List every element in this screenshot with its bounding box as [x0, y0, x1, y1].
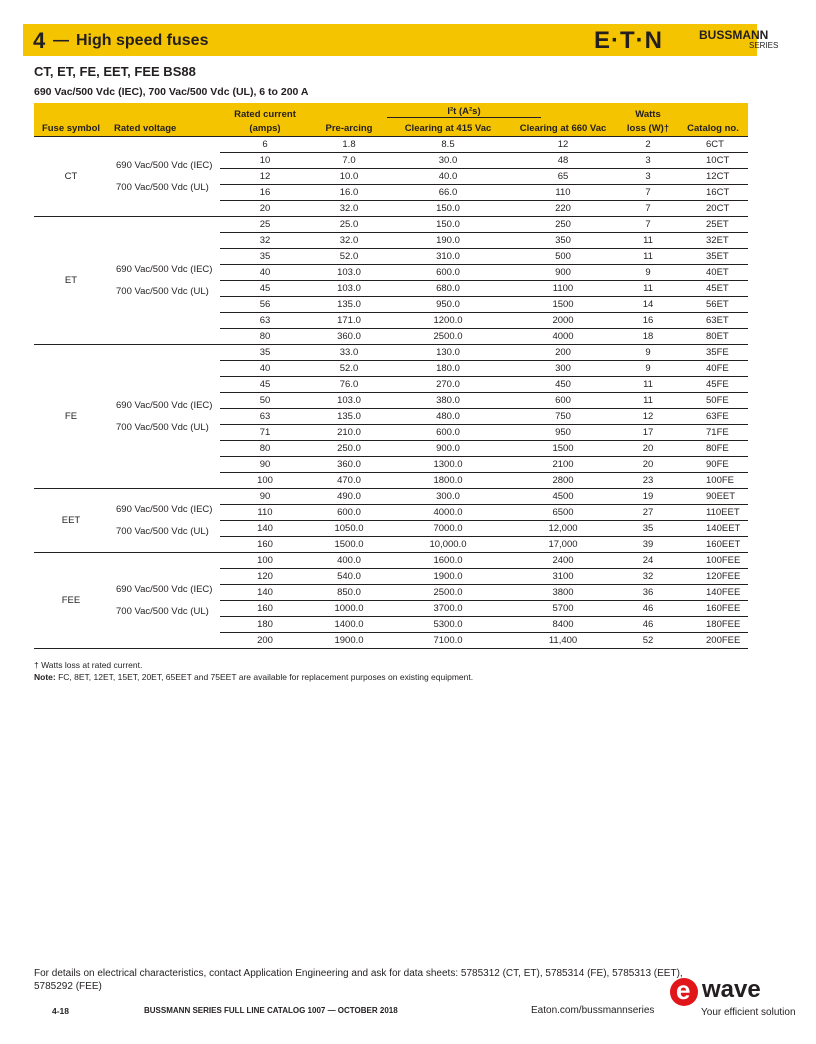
clearing-415-cell: 130.0	[388, 345, 508, 361]
clearing-660-cell: 450	[508, 377, 618, 393]
clearing-660-cell: 8400	[508, 617, 618, 633]
pre-arcing-cell: 400.0	[310, 553, 388, 569]
ewave-logo-word: wave	[702, 976, 761, 1003]
voltage-iec: 690 Vac/500 Vdc (IEC)	[116, 159, 213, 171]
pre-arcing-cell: 1050.0	[310, 521, 388, 537]
catalog-no-cell: 140FEE	[678, 585, 748, 601]
clearing-660-cell: 950	[508, 425, 618, 441]
clearing-415-cell: 900.0	[388, 441, 508, 457]
rated-voltage-cell	[108, 137, 220, 217]
clearing-660-cell: 1100	[508, 281, 618, 297]
pre-arcing-cell: 10.0	[310, 169, 388, 185]
catalog-no-cell: 10CT	[678, 153, 748, 169]
catalog-no-cell: 110EET	[678, 505, 748, 521]
clearing-660-header: Clearing at 660 Vac	[508, 120, 618, 137]
watts-loss-cell: 3	[618, 169, 678, 185]
watts-loss-cell: 17	[618, 425, 678, 441]
catalog-no-cell: 63ET	[678, 313, 748, 329]
eaton-logo: E·T·N	[594, 27, 663, 54]
fuse-symbol-cell: CT	[34, 137, 108, 217]
footnote-dagger: † Watts loss at rated current.	[34, 660, 143, 670]
bussmann-logo: BUSSMANN	[699, 28, 769, 42]
rated-current-cell: 120	[220, 569, 310, 585]
pre-arcing-cell: 52.0	[310, 249, 388, 265]
product-title: CT, ET, FE, EET, FEE BS88	[34, 64, 196, 79]
clearing-415-cell: 150.0	[388, 201, 508, 217]
rated-current-cell: 56	[220, 297, 310, 313]
fuse-spec-table	[34, 103, 748, 649]
chapter-dash: —	[53, 32, 69, 49]
clearing-415-cell: 310.0	[388, 249, 508, 265]
clearing-415-cell: 40.0	[388, 169, 508, 185]
clearing-415-cell: 1200.0	[388, 313, 508, 329]
catalog-no-cell: 120FEE	[678, 569, 748, 585]
clearing-415-cell: 5300.0	[388, 617, 508, 633]
i2t-group-header	[310, 103, 618, 120]
catalog-no-cell: 35ET	[678, 249, 748, 265]
pre-arcing-cell: 16.0	[310, 185, 388, 201]
watts-loss-cell: 23	[618, 473, 678, 489]
catalog-no-header: Catalog no.	[678, 120, 748, 137]
voltage-ul: 700 Vac/500 Vdc (UL)	[116, 421, 209, 433]
clearing-415-cell: 66.0	[388, 185, 508, 201]
clearing-660-cell: 6500	[508, 505, 618, 521]
table-row	[34, 137, 748, 153]
pre-arcing-cell: 33.0	[310, 345, 388, 361]
clearing-415-cell: 1800.0	[388, 473, 508, 489]
catalog-no-cell: 200FEE	[678, 633, 748, 649]
clearing-660-cell: 750	[508, 409, 618, 425]
clearing-660-cell: 3800	[508, 585, 618, 601]
pre-arcing-cell: 1000.0	[310, 601, 388, 617]
rated-current-cell: 80	[220, 441, 310, 457]
clearing-660-cell: 65	[508, 169, 618, 185]
clearing-660-cell: 3100	[508, 569, 618, 585]
watts-loss-cell: 16	[618, 313, 678, 329]
pre-arcing-cell: 210.0	[310, 425, 388, 441]
header-row-top	[34, 103, 748, 120]
table-row	[34, 553, 748, 569]
watts-loss-cell: 36	[618, 585, 678, 601]
watts-loss-cell: 46	[618, 617, 678, 633]
catalog-no-cell: 160FEE	[678, 601, 748, 617]
pre-arcing-cell: 32.0	[310, 233, 388, 249]
clearing-415-cell: 10,000.0	[388, 537, 508, 553]
clearing-415-cell: 30.0	[388, 153, 508, 169]
catalog-no-cell: 100FE	[678, 473, 748, 489]
clearing-660-cell: 2400	[508, 553, 618, 569]
watts-loss-cell: 32	[618, 569, 678, 585]
catalog-no-cell: 180FEE	[678, 617, 748, 633]
fuse-symbol-header: Fuse symbol	[34, 120, 108, 137]
watts-loss-cell: 20	[618, 457, 678, 473]
catalog-no-cell: 32ET	[678, 233, 748, 249]
clearing-415-cell: 180.0	[388, 361, 508, 377]
note-text: FC, 8ET, 12ET, 15ET, 20ET, 65EET and 75EET are available for replacement purposes on existing equipment.	[55, 672, 474, 682]
clearing-660-cell: 300	[508, 361, 618, 377]
pre-arcing-cell: 135.0	[310, 297, 388, 313]
header-row-bottom	[34, 120, 748, 137]
voltage-ul: 700 Vac/500 Vdc (UL)	[116, 285, 209, 297]
table-row	[34, 489, 748, 505]
rated-current-cell: 140	[220, 521, 310, 537]
footnote-note	[34, 672, 473, 682]
clearing-660-cell: 12,000	[508, 521, 618, 537]
watts-loss-cell: 11	[618, 233, 678, 249]
catalog-no-cell: 50FE	[678, 393, 748, 409]
watts-header-bottom: loss (W)†	[618, 120, 678, 137]
clearing-415-cell: 1600.0	[388, 553, 508, 569]
clearing-415-cell: 600.0	[388, 265, 508, 281]
pre-arcing-cell: 171.0	[310, 313, 388, 329]
catalog-no-cell: 56ET	[678, 297, 748, 313]
fuse-symbol-cell: FEE	[34, 553, 108, 649]
product-rating-line: 690 Vac/500 Vdc (IEC), 700 Vac/500 Vdc (UL), 6 to 200 A	[34, 86, 309, 98]
rated-current-cell: 63	[220, 313, 310, 329]
pre-arcing-cell: 103.0	[310, 281, 388, 297]
rated-current-cell: 40	[220, 361, 310, 377]
watts-loss-cell: 27	[618, 505, 678, 521]
ewave-watermark	[670, 975, 810, 1022]
watts-loss-cell: 19	[618, 489, 678, 505]
pre-arcing-cell: 1.8	[310, 137, 388, 153]
clearing-415-cell: 680.0	[388, 281, 508, 297]
rated-current-cell: 100	[220, 553, 310, 569]
catalog-no-cell: 80FE	[678, 441, 748, 457]
voltage-ul: 700 Vac/500 Vdc (UL)	[116, 181, 209, 193]
clearing-415-cell: 4000.0	[388, 505, 508, 521]
catalog-no-cell: 63FE	[678, 409, 748, 425]
clearing-660-cell: 110	[508, 185, 618, 201]
watts-loss-cell: 18	[618, 329, 678, 345]
rated-current-cell: 180	[220, 617, 310, 633]
rated-current-cell: 160	[220, 537, 310, 553]
clearing-660-cell: 200	[508, 345, 618, 361]
clearing-415-cell: 480.0	[388, 409, 508, 425]
pre-arcing-cell: 32.0	[310, 201, 388, 217]
clearing-660-cell: 4000	[508, 329, 618, 345]
pre-arcing-cell: 540.0	[310, 569, 388, 585]
clearing-660-cell: 17,000	[508, 537, 618, 553]
pre-arcing-cell: 1500.0	[310, 537, 388, 553]
catalog-no-cell: 100FEE	[678, 553, 748, 569]
catalog-no-cell: 20CT	[678, 201, 748, 217]
page-number: 4-18	[52, 1006, 70, 1016]
rated-current-cell: 20	[220, 201, 310, 217]
rated-current-cell: 25	[220, 217, 310, 233]
clearing-660-cell: 600	[508, 393, 618, 409]
rated-current-cell: 45	[220, 281, 310, 297]
rated-current-cell: 200	[220, 633, 310, 649]
pre-arcing-cell: 25.0	[310, 217, 388, 233]
rated-current-cell: 80	[220, 329, 310, 345]
rated-current-cell: 35	[220, 345, 310, 361]
note-label: Note:	[34, 672, 56, 682]
pre-arcing-cell: 490.0	[310, 489, 388, 505]
pre-arcing-cell: 103.0	[310, 393, 388, 409]
pre-arcing-cell: 360.0	[310, 457, 388, 473]
clearing-415-cell: 7100.0	[388, 633, 508, 649]
watts-loss-cell: 11	[618, 393, 678, 409]
watts-loss-cell: 11	[618, 249, 678, 265]
rated-current-cell: 10	[220, 153, 310, 169]
rated-current-cell: 6	[220, 137, 310, 153]
rated-current-cell: 140	[220, 585, 310, 601]
clearing-415-cell: 300.0	[388, 489, 508, 505]
clearing-415-cell: 270.0	[388, 377, 508, 393]
pre-arcing-cell: 1400.0	[310, 617, 388, 633]
clearing-415-cell: 600.0	[388, 425, 508, 441]
clearing-415-cell: 3700.0	[388, 601, 508, 617]
rated-current-cell: 71	[220, 425, 310, 441]
pre-arcing-cell: 135.0	[310, 409, 388, 425]
rated-current-cell: 32	[220, 233, 310, 249]
voltage-iec: 690 Vac/500 Vdc (IEC)	[116, 583, 213, 595]
clearing-415-cell: 190.0	[388, 233, 508, 249]
watts-loss-cell: 52	[618, 633, 678, 649]
watts-loss-cell: 2	[618, 137, 678, 153]
rated-current-cell: 50	[220, 393, 310, 409]
watts-loss-cell: 11	[618, 281, 678, 297]
clearing-660-cell: 900	[508, 265, 618, 281]
pre-arcing-cell: 360.0	[310, 329, 388, 345]
section-title: High speed fuses	[76, 32, 209, 49]
rated-current-cell: 90	[220, 489, 310, 505]
clearing-660-cell: 1500	[508, 297, 618, 313]
watts-loss-cell: 46	[618, 601, 678, 617]
watts-loss-cell: 3	[618, 153, 678, 169]
watts-loss-cell: 9	[618, 361, 678, 377]
clearing-415-cell: 2500.0	[388, 329, 508, 345]
watts-loss-cell: 7	[618, 217, 678, 233]
pre-arcing-cell: 103.0	[310, 265, 388, 281]
clearing-415-cell: 950.0	[388, 297, 508, 313]
voltage-iec: 690 Vac/500 Vdc (IEC)	[116, 263, 213, 275]
catalog-no-cell: 12CT	[678, 169, 748, 185]
watts-loss-cell: 11	[618, 377, 678, 393]
catalog-no-cell: 45ET	[678, 281, 748, 297]
pre-arcing-cell: 1900.0	[310, 633, 388, 649]
rated-current-cell: 160	[220, 601, 310, 617]
pre-arcing-cell: 850.0	[310, 585, 388, 601]
fuse-symbol-cell: FE	[34, 345, 108, 489]
rated-voltage-cell	[108, 489, 220, 553]
pre-arcing-cell: 600.0	[310, 505, 388, 521]
watts-loss-cell: 24	[618, 553, 678, 569]
rated-current-cell: 35	[220, 249, 310, 265]
clearing-660-cell: 500	[508, 249, 618, 265]
clearing-415-header: Clearing at 415 Vac	[388, 120, 508, 137]
catalog-no-cell: 140EET	[678, 521, 748, 537]
catalog-no-cell: 90FE	[678, 457, 748, 473]
rated-current-cell: 110	[220, 505, 310, 521]
series-label: SERIES	[749, 41, 779, 50]
pre-arcing-cell: 52.0	[310, 361, 388, 377]
rated-current-cell: 12	[220, 169, 310, 185]
rated-current-cell: 40	[220, 265, 310, 281]
voltage-ul: 700 Vac/500 Vdc (UL)	[116, 525, 209, 537]
rated-voltage-cell	[108, 217, 220, 345]
catalog-no-cell: 71FE	[678, 425, 748, 441]
catalog-no-cell: 35FE	[678, 345, 748, 361]
table-row	[34, 345, 748, 361]
rated-current-cell: 45	[220, 377, 310, 393]
catalog-no-cell: 25ET	[678, 217, 748, 233]
watts-loss-cell: 35	[618, 521, 678, 537]
clearing-660-cell: 5700	[508, 601, 618, 617]
catalog-no-cell: 16CT	[678, 185, 748, 201]
rated-current-cell: 90	[220, 457, 310, 473]
rated-voltage-cell	[108, 553, 220, 649]
rated-current-header-top: Rated current	[220, 103, 310, 120]
watts-loss-cell: 9	[618, 265, 678, 281]
pre-arcing-cell: 76.0	[310, 377, 388, 393]
clearing-660-cell: 11,400	[508, 633, 618, 649]
rated-current-cell: 16	[220, 185, 310, 201]
website-link[interactable]: Eaton.com/bussmannseries	[531, 1005, 655, 1016]
watts-loss-cell: 12	[618, 409, 678, 425]
i2t-group-label: I²t (A²s)	[387, 106, 540, 118]
voltage-ul: 700 Vac/500 Vdc (UL)	[116, 605, 209, 617]
clearing-660-cell: 48	[508, 153, 618, 169]
watts-loss-cell: 9	[618, 345, 678, 361]
clearing-660-cell: 2800	[508, 473, 618, 489]
ewave-tagline: Your efficient solution	[701, 1007, 796, 1018]
fuse-symbol-cell: ET	[34, 217, 108, 345]
pre-arcing-cell: 470.0	[310, 473, 388, 489]
clearing-415-cell: 1900.0	[388, 569, 508, 585]
catalog-footer: BUSSMANN SERIES FULL LINE CATALOG 1007 — OCTOBER 2018	[144, 1006, 398, 1015]
clearing-415-cell: 7000.0	[388, 521, 508, 537]
voltage-iec: 690 Vac/500 Vdc (IEC)	[116, 399, 213, 411]
watts-loss-cell: 7	[618, 185, 678, 201]
fuse-spec-body	[34, 137, 748, 649]
table-row	[34, 217, 748, 233]
clearing-660-cell: 220	[508, 201, 618, 217]
clearing-415-cell: 380.0	[388, 393, 508, 409]
catalog-no-cell: 90EET	[678, 489, 748, 505]
rated-voltage-cell	[108, 345, 220, 489]
rated-current-cell: 100	[220, 473, 310, 489]
rated-current-header-bottom: (amps)	[220, 120, 310, 137]
clearing-660-cell: 4500	[508, 489, 618, 505]
watts-loss-cell: 39	[618, 537, 678, 553]
catalog-no-cell: 45FE	[678, 377, 748, 393]
fuse-symbol-cell: EET	[34, 489, 108, 553]
clearing-415-cell: 1300.0	[388, 457, 508, 473]
watts-header-top: Watts	[618, 103, 678, 120]
rated-voltage-header: Rated voltage	[108, 120, 220, 137]
chapter-number: 4	[33, 28, 46, 53]
voltage-iec: 690 Vac/500 Vdc (IEC)	[116, 503, 213, 515]
clearing-660-cell: 350	[508, 233, 618, 249]
watts-loss-cell: 20	[618, 441, 678, 457]
clearing-660-cell: 12	[508, 137, 618, 153]
clearing-415-cell: 8.5	[388, 137, 508, 153]
rated-current-cell: 63	[220, 409, 310, 425]
data-sheet-note: For details on electrical characteristics, contact Application Engineering and ask for data sheets: 5785312 (CT, ET), 5785314 (FE), 5785313 (EET), 5785292 (FEE)	[34, 968, 683, 992]
catalog-no-cell: 80ET	[678, 329, 748, 345]
clearing-660-cell: 2000	[508, 313, 618, 329]
clearing-415-cell: 150.0	[388, 217, 508, 233]
clearing-660-cell: 1500	[508, 441, 618, 457]
pre-arcing-cell: 7.0	[310, 153, 388, 169]
section-header-bar	[23, 24, 779, 56]
watts-loss-cell: 7	[618, 201, 678, 217]
clearing-660-cell: 250	[508, 217, 618, 233]
catalog-no-cell: 40ET	[678, 265, 748, 281]
clearing-415-cell: 2500.0	[388, 585, 508, 601]
catalog-no-cell: 6CT	[678, 137, 748, 153]
catalog-no-cell: 160EET	[678, 537, 748, 553]
pre-arcing-cell: 250.0	[310, 441, 388, 457]
watts-loss-cell: 14	[618, 297, 678, 313]
clearing-660-cell: 2100	[508, 457, 618, 473]
ewave-logo-letter: e	[676, 975, 691, 1005]
catalog-no-cell: 40FE	[678, 361, 748, 377]
pre-arcing-header: Pre-arcing	[310, 120, 388, 137]
